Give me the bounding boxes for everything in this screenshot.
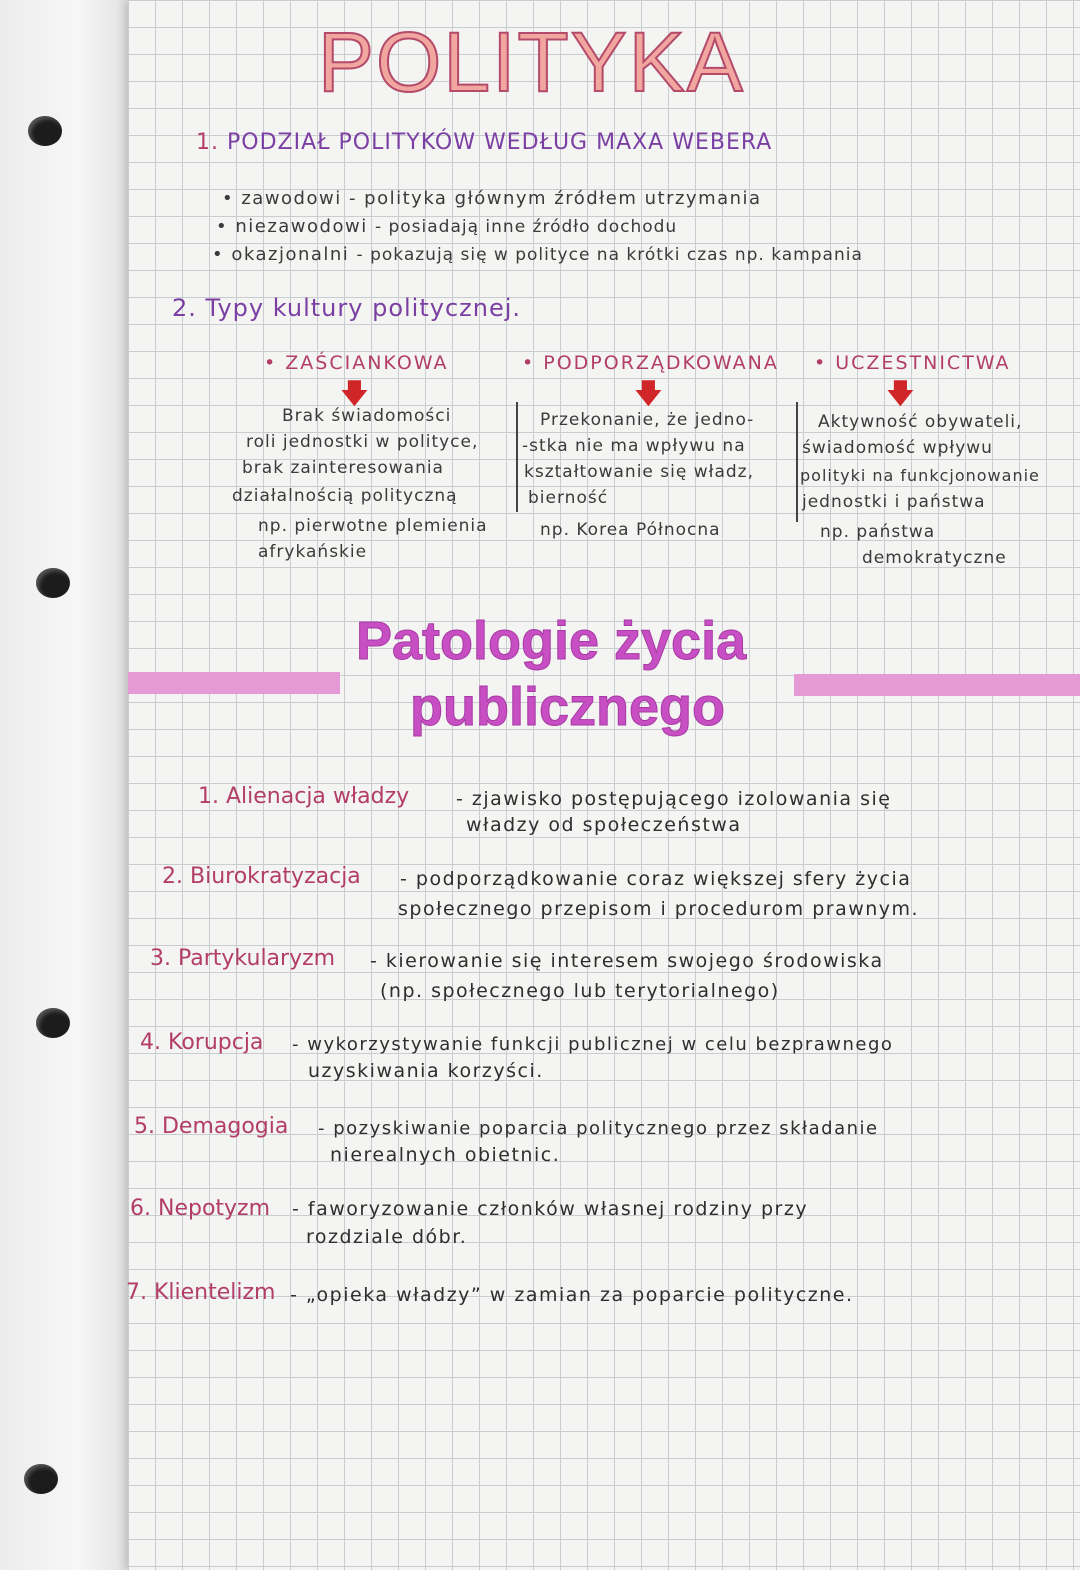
patologia-name: 7. Klientelizm xyxy=(126,1280,276,1305)
patologia-desc: rozdziale dóbr. xyxy=(306,1226,468,1248)
page-title: POLITYKA xyxy=(318,15,745,109)
section1-number: 1. xyxy=(196,130,219,155)
patologia-desc: (np. społecznego lub terytorialnego) xyxy=(380,980,780,1002)
section2-heading: 2. Typy kultury politycznej. xyxy=(172,294,522,322)
arrow-down-icon: 🡇 xyxy=(886,377,915,410)
column-divider xyxy=(796,402,798,522)
patologia-desc: - „opieka władzy” w zamian za poparcie polityczne. xyxy=(290,1284,854,1306)
binder-margin xyxy=(0,0,128,1570)
binder-hole-1 xyxy=(28,116,62,146)
section1-heading-text: PODZIAŁ POLITYKÓW WEDŁUG MAXA WEBERA xyxy=(227,130,773,155)
patologia-name: 1. Alienacja władzy xyxy=(198,784,410,809)
patologia-desc: - kierowanie się interesem swojego środowiska xyxy=(370,950,884,972)
patologia-desc: uzyskiwania korzyści. xyxy=(308,1060,544,1082)
patologia-name: 3. Partykularyzm xyxy=(150,946,336,971)
patologia-desc: nierealnych obietnic. xyxy=(330,1144,561,1166)
weber-item-3: • okazjonalni - pokazują się w polityce na krótki czas np. kampania xyxy=(212,244,863,265)
patologia-desc: społecznego przepisom i procedurom prawnym. xyxy=(398,898,920,920)
binder-hole-3 xyxy=(36,1008,70,1038)
binder-hole-2 xyxy=(36,568,70,598)
patologia-desc: - faworyzowanie członków własnej rodziny przy xyxy=(292,1198,809,1220)
patologia-desc: - wykorzystywanie funkcji publicznej w celu bezprawnego xyxy=(292,1034,894,1055)
decorative-band-right xyxy=(794,674,1080,696)
column-divider xyxy=(516,402,518,512)
patologia-desc: - pozyskiwanie poparcia politycznego przez składanie xyxy=(318,1118,879,1139)
patologia-name: 6. Nepotyzm xyxy=(130,1196,271,1221)
weber-item-1: • zawodowi - polityka głównym źródłem utrzymania xyxy=(222,188,762,209)
culture-type-podporzadkowana: • PODPORZĄDKOWANA xyxy=(522,352,779,374)
arrow-down-icon: 🡇 xyxy=(634,377,663,410)
patologia-name: 2. Biurokratyzacja xyxy=(162,864,361,889)
binder-hole-4 xyxy=(24,1464,58,1494)
culture-type-zasciankowa: • ZAŚCIANKOWA xyxy=(264,352,449,374)
patologia-desc: władzy od społeczeństwa xyxy=(466,814,742,836)
culture-type-uczestnictwa: • UCZESTNICTWA xyxy=(814,352,1011,374)
patologie-title-line1: Patologie życia xyxy=(356,611,747,671)
weber-item-2: • niezawodowi - posiadają inne źródło dochodu xyxy=(216,216,678,237)
arrow-down-icon: 🡇 xyxy=(340,377,369,410)
patologia-desc: - podporządkowanie coraz większej sfery życia xyxy=(400,868,912,890)
decorative-band-left xyxy=(128,672,340,694)
patologia-name: 4. Korupcja xyxy=(140,1030,264,1055)
patologia-desc: - zjawisko postępującego izolowania się xyxy=(456,788,892,810)
patologie-title-line2: publicznego xyxy=(410,677,725,737)
patologia-name: 5. Demagogia xyxy=(134,1114,289,1139)
section1-heading xyxy=(196,130,772,155)
